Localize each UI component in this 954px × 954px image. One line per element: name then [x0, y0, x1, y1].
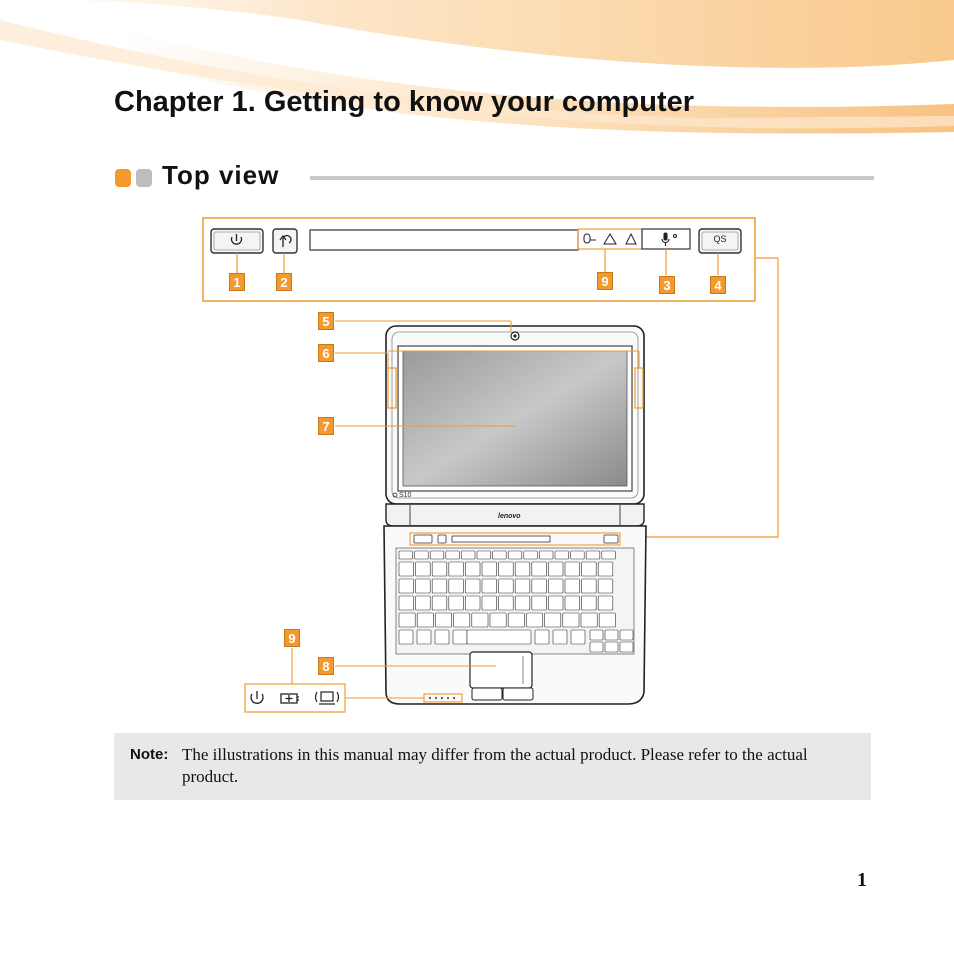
key	[432, 562, 447, 576]
key	[532, 579, 547, 593]
callout-qs: 4	[710, 276, 726, 294]
key	[454, 613, 470, 627]
arrow-key	[620, 642, 633, 652]
note-text: The illustrations in this manual may differ from the actual product. Please refer to the actual product.	[182, 745, 808, 786]
speaker-grille-zoom	[310, 230, 578, 250]
callout-mic: 3	[659, 276, 675, 294]
touchpad-right-button	[503, 688, 533, 700]
key	[539, 551, 553, 559]
key	[449, 562, 464, 576]
key	[399, 579, 414, 593]
key	[482, 579, 497, 593]
key	[482, 562, 497, 576]
key	[526, 613, 542, 627]
key	[586, 551, 600, 559]
power-button-illustration	[211, 229, 263, 253]
key	[582, 579, 597, 593]
key	[565, 579, 580, 593]
key	[515, 579, 530, 593]
key	[532, 562, 547, 576]
onekey-rescue-button-illustration	[273, 229, 297, 253]
key	[565, 596, 580, 610]
key	[416, 562, 431, 576]
key	[515, 562, 530, 576]
arrow-key	[605, 630, 618, 640]
key	[548, 579, 563, 593]
callout-antenna: 6	[318, 344, 334, 362]
key	[602, 551, 616, 559]
key	[435, 630, 449, 644]
key	[555, 551, 569, 559]
key	[430, 551, 444, 559]
note-box	[114, 733, 871, 800]
key	[482, 596, 497, 610]
key	[472, 613, 488, 627]
key	[499, 562, 514, 576]
key	[565, 562, 580, 576]
key	[548, 562, 563, 576]
key	[598, 562, 613, 576]
key	[582, 562, 597, 576]
key	[571, 630, 585, 644]
arrow-key	[620, 630, 633, 640]
key	[399, 551, 413, 559]
key	[399, 596, 414, 610]
key	[449, 579, 464, 593]
key	[467, 630, 531, 644]
key	[508, 613, 524, 627]
key	[598, 579, 613, 593]
key	[493, 551, 507, 559]
key	[508, 551, 522, 559]
key	[416, 579, 431, 593]
key	[477, 551, 491, 559]
key	[535, 630, 549, 644]
page-number: 1	[857, 869, 867, 891]
key	[432, 579, 447, 593]
key	[490, 613, 506, 627]
status-panel-zoom	[245, 684, 345, 712]
key	[571, 551, 585, 559]
arrow-key	[605, 642, 618, 652]
key	[532, 596, 547, 610]
key	[598, 596, 613, 610]
screen-display	[403, 351, 627, 486]
note-label: Note:	[130, 746, 169, 763]
model-label: S10	[399, 492, 412, 499]
key	[563, 613, 579, 627]
arrow-key	[590, 642, 603, 652]
brand-logo: lenovo	[498, 513, 521, 520]
key	[399, 613, 415, 627]
key	[545, 613, 561, 627]
key	[417, 613, 433, 627]
callout-onekey: 2	[276, 273, 292, 291]
key	[416, 596, 431, 610]
chapter-title: Chapter 1. Getting to know your computer	[114, 86, 695, 118]
arrow-key	[590, 630, 603, 640]
callout-status-bottom: 9	[284, 629, 300, 647]
key	[599, 613, 615, 627]
key	[453, 630, 467, 644]
key	[553, 630, 567, 644]
key	[432, 596, 447, 610]
key	[399, 630, 413, 644]
key	[417, 630, 431, 644]
key	[461, 551, 475, 559]
key	[524, 551, 538, 559]
key	[548, 596, 563, 610]
key	[449, 596, 464, 610]
callout-status-top: 9	[597, 272, 613, 290]
key	[415, 551, 429, 559]
key	[515, 596, 530, 610]
key	[465, 562, 480, 576]
key	[499, 579, 514, 593]
callout-camera: 5	[318, 312, 334, 330]
key	[465, 596, 480, 610]
touchpad-left-button	[472, 688, 502, 700]
callout-touchpad: 8	[318, 657, 334, 675]
key	[582, 596, 597, 610]
section-title: Top view	[162, 160, 280, 190]
key	[581, 613, 597, 627]
key	[399, 562, 414, 576]
callout-screen: 7	[318, 417, 334, 435]
qs-label: QS	[713, 234, 727, 244]
callout-power: 1	[229, 273, 245, 291]
key	[435, 613, 451, 627]
key	[446, 551, 460, 559]
key	[465, 579, 480, 593]
key	[499, 596, 514, 610]
